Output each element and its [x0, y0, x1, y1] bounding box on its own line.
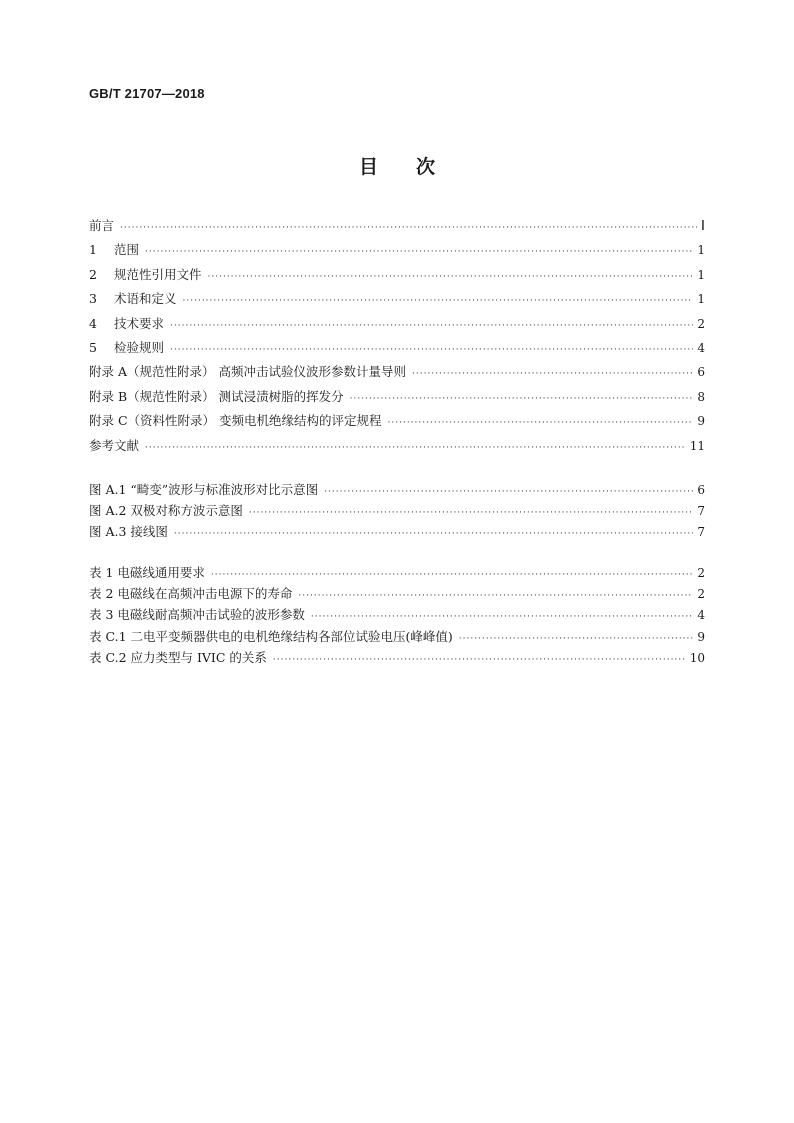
toc-entry-text: 表 3 电磁线耐高频冲击试验的波形参数	[89, 607, 305, 623]
toc-entry-label	[89, 627, 453, 645]
toc-entry[interactable]	[89, 501, 705, 522]
toc-entry-page: 1	[697, 267, 705, 282]
toc-entry[interactable]	[89, 216, 705, 240]
toc-entry-text: 表 C.2 应力类型与 IVIC 的关系	[89, 649, 267, 665]
toc-entry-label	[89, 584, 292, 602]
dot-leader	[120, 223, 697, 233]
toc-entry-page: 7	[697, 504, 705, 519]
toc-entry-page: Ⅰ	[700, 219, 705, 234]
toc-entry-label	[89, 362, 406, 380]
toc-entry[interactable]	[89, 387, 705, 411]
toc-table-entries	[89, 563, 705, 669]
toc-entry-label	[89, 605, 305, 623]
toc-entry-text: 附录 B（规范性附录） 测试浸渍树脂的挥发分	[89, 388, 344, 404]
toc-entry-page: 1	[697, 243, 705, 258]
toc-entry[interactable]	[89, 265, 705, 289]
standard-code: GB/T 21707—2018	[89, 86, 205, 101]
toc-entry-text: 表 1 电磁线通用要求	[89, 565, 205, 580]
toc-entry-page: 9	[697, 629, 705, 644]
toc-entry[interactable]	[89, 436, 705, 460]
toc-entry-label	[89, 522, 168, 540]
toc-entry-text: 技术要求	[114, 315, 165, 331]
dot-leader	[183, 296, 694, 306]
toc-entry[interactable]	[89, 411, 705, 435]
toc-entry-page: 1	[697, 292, 705, 307]
toc-entry-text: 图 A.2 双极对称方波示意图	[89, 503, 243, 519]
dot-leader	[273, 655, 686, 665]
toc-entry-text: 前言	[89, 218, 115, 233]
toc-entry[interactable]	[89, 584, 705, 605]
toc-entry-label	[89, 501, 243, 519]
toc-entry-page: 8	[697, 389, 705, 404]
toc-entry-page: 7	[697, 525, 705, 540]
dot-leader	[170, 345, 693, 355]
toc-entry-number: 3	[89, 291, 97, 307]
toc-entry-label	[89, 387, 344, 405]
toc-entry-page: 2	[697, 587, 705, 602]
toc-entry-label	[89, 338, 164, 356]
dot-leader	[311, 612, 693, 622]
toc-entry-number: 5	[89, 339, 97, 355]
toc-entry-label	[89, 480, 318, 498]
toc-entry-page: 6	[697, 483, 705, 497]
toc-entry-text: 范围	[114, 242, 140, 258]
toc-entry-page: 11	[689, 438, 705, 453]
dot-leader	[208, 272, 694, 282]
toc-title: 目次	[358, 156, 473, 178]
toc-entry-text: 附录 C（资料性附录） 变频电机绝缘结构的评定规程	[89, 413, 382, 429]
toc-entry-number: 2	[89, 266, 97, 282]
toc-entry[interactable]	[89, 362, 705, 386]
toc-entry-label	[89, 436, 139, 454]
toc-entry-page: 4	[697, 340, 705, 355]
toc-entry[interactable]	[89, 605, 705, 626]
toc-entry[interactable]	[89, 563, 705, 584]
toc-entry[interactable]	[89, 627, 705, 648]
toc-entry[interactable]	[89, 648, 705, 669]
dot-leader	[145, 247, 693, 257]
dot-leader	[459, 634, 694, 644]
toc-entry-label	[89, 216, 114, 234]
toc-entry-text: 参考文献	[89, 437, 140, 453]
toc-entry-page: 2	[697, 316, 705, 331]
toc-entry-text: 规范性引用文件	[114, 266, 202, 282]
toc-entry[interactable]	[89, 289, 705, 313]
toc-entry-page: 6	[697, 365, 705, 380]
dot-leader	[211, 570, 693, 580]
toc-entry-text: 表 2 电磁线在高频冲击电源下的寿命	[89, 586, 293, 602]
dot-leader	[388, 418, 694, 428]
dot-leader	[145, 443, 686, 453]
dot-leader	[170, 321, 693, 331]
toc-entry-text: 图 A.1 “畸变”波形与标准波形对比示意图	[89, 482, 319, 497]
dot-leader	[412, 369, 693, 379]
toc-entry-label	[89, 648, 267, 666]
toc-entry-text: 检验规则	[114, 339, 165, 355]
toc-entry[interactable]	[89, 314, 705, 338]
toc-entry-number: 4	[89, 315, 97, 331]
toc-entry-label	[89, 240, 139, 258]
toc-main-entries	[89, 216, 705, 460]
toc-entry-text: 术语和定义	[114, 291, 177, 307]
dot-leader	[249, 508, 693, 518]
dot-leader	[174, 529, 693, 539]
toc-entry-label	[89, 289, 177, 307]
toc-entry-page: 10	[689, 650, 705, 665]
toc-entry-number: 1	[89, 242, 97, 258]
toc-figure-entries	[89, 480, 705, 544]
toc-entry-text: 图 A.3 接线图	[89, 524, 168, 540]
toc-entry[interactable]	[89, 480, 705, 501]
toc-entry-page: 4	[697, 608, 705, 623]
toc-entry-page: 9	[697, 414, 705, 429]
dot-leader	[298, 591, 693, 601]
toc-entry-text: 附录 A（规范性附录） 高频冲击试验仪波形参数计量导则	[89, 364, 406, 380]
toc-entry-label	[89, 265, 202, 283]
dot-leader	[350, 394, 694, 404]
toc-entry-text: 表 C.1 二电平变频器供电的电机绝缘结构各部位试验电压(峰峰值)	[89, 628, 453, 644]
toc-entry[interactable]	[89, 522, 705, 543]
dot-leader	[324, 487, 693, 497]
toc-entry-label	[89, 563, 205, 581]
toc-entry[interactable]	[89, 338, 705, 362]
toc-entry-label	[89, 411, 382, 429]
toc-entry-label	[89, 314, 164, 332]
toc-entry-page: 2	[697, 566, 705, 580]
toc-entry[interactable]	[89, 240, 705, 264]
